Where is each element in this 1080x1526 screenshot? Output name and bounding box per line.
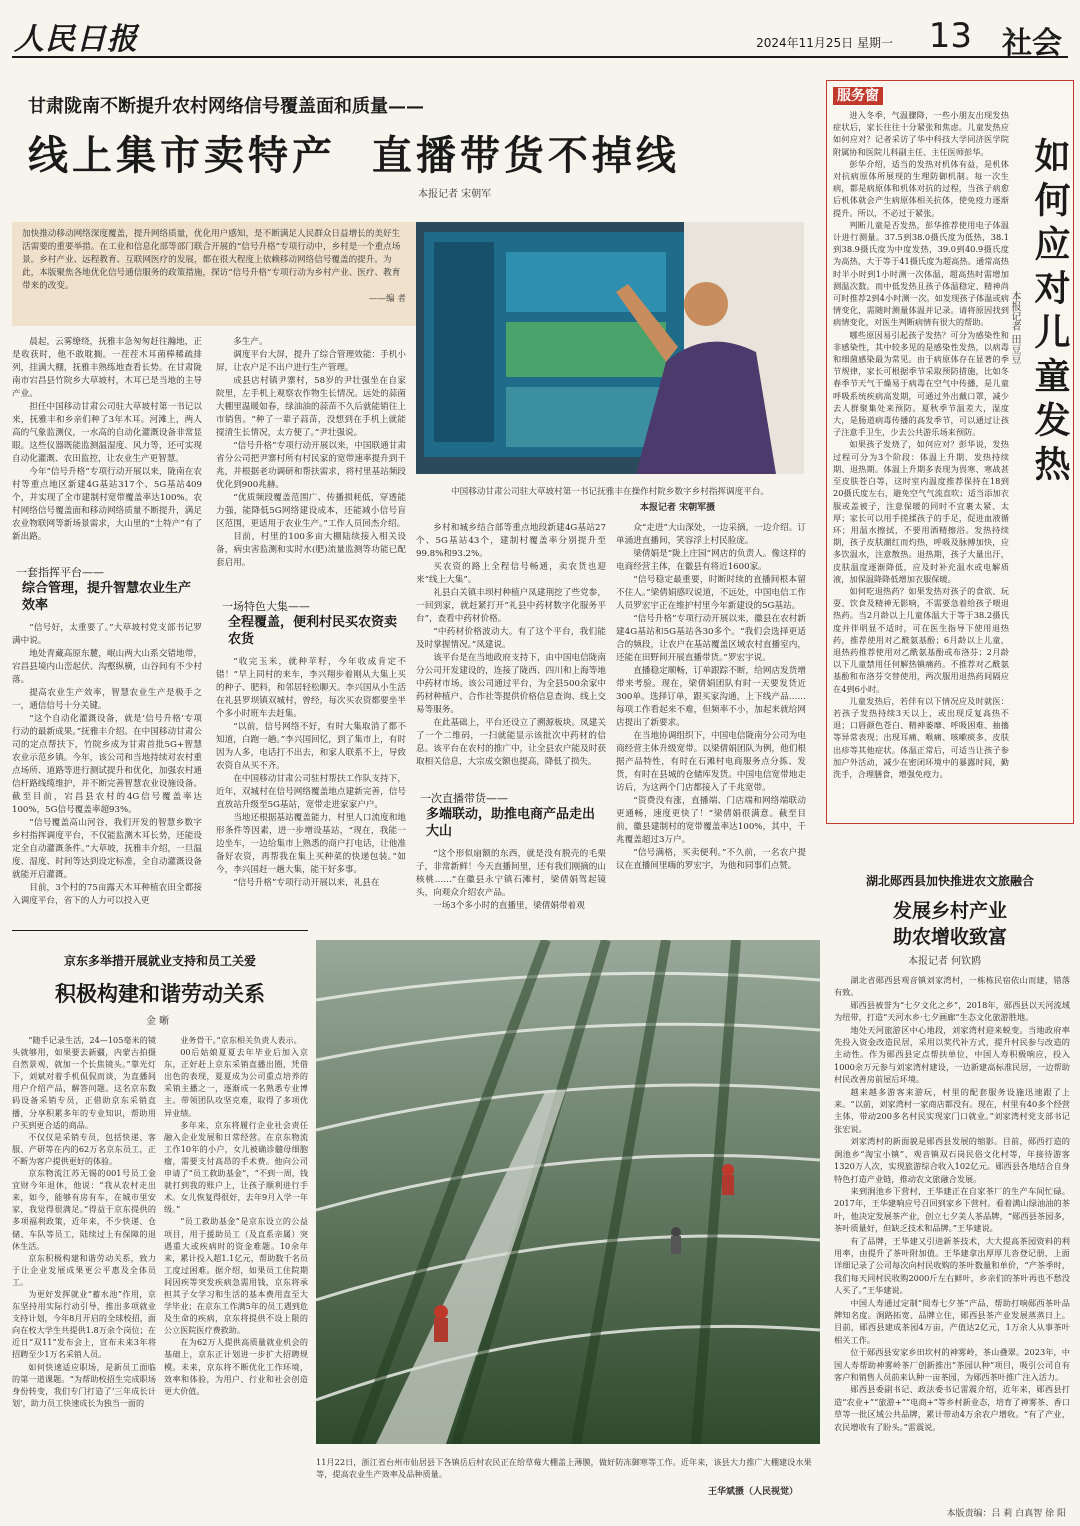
paragraph: 不仅仅是采销专员，包括快递、客服、产研等在内的62万名京东员工，正不断为客户提供更好的体验。 xyxy=(12,1131,156,1166)
photo1-credit: 本报记者 宋朝军摄 xyxy=(640,503,716,513)
paragraph: 位于郧西县安家乡田坎村的神雾岭，茶山叠翠。2023年，中国人寿帮助神雾岭茶厂创新推出“茶园认种”项目，吸引公司自有客户和销售人员前来认种一亩茶园，为郧西茶叶推广注入活力。 xyxy=(834,1347,1070,1382)
photo1-caption: 中国移动甘肃公司驻大草坡村第一书记抚雅丰在操作村院乡数字乡村指挥调度平台。 xyxy=(451,487,769,497)
page-number: 13 xyxy=(928,16,972,56)
photo2-credit: 王华斌摄（人民视觉） xyxy=(708,1487,799,1497)
service-window-header xyxy=(833,85,883,105)
paragraph: 在中国移动甘肃公司驻村帮扶工作队支持下，近年，双城村在信号网络覆盖地点建新完善，信号直放站升级至5G基站，宽带走进家家户户。 xyxy=(216,774,406,810)
article1-byline: 本报记者 宋朝军 xyxy=(418,189,492,200)
paragraph: 当地还根据基站覆盖能力，村里人口流度和地形条件等因素，进一步增设基站，“现在，我能一边坐车，一边给集市上熟悉的商户打电话，让他准备好农资，再帮我在集上买种菜的快递包装。”如今，李兴国赶一趟大集，能干好多事。 xyxy=(216,813,406,875)
paragraph: “随手记录生活，24—105毫米的镜头就够用，如果要去新疆，内蒙古拍摄自然景观，就加一个长焦镜头。”靠光灯下，刘斌对着手机侃侃而谈，为直播间用户介绍产品，解答问题。这名京东数码设备采销专员，正借助京东采销直播，分享积累多年的专业知识，帮助用户买到更合适的商品。 xyxy=(12,1035,156,1130)
subhead-kicker: 一场特色大集—— xyxy=(222,600,310,613)
paragraph: 目前，村里的100多亩大棚陆续接入相关设备，病虫害监测和实时水(肥)流量监测等功能已配套启用。 xyxy=(216,532,406,568)
paragraph: 在当地协调组织下，中国电信陇南分公司为电商经营主体升级宽带。以梁倩娟团队为例，他们根据产品特性，有时在石滩村电商服务点分拣、发货，有时在县城的仓储库发货。中国电信宽带地走访后，为这两个门店都接入了千兆宽带。 xyxy=(616,731,806,793)
paragraph: 地处天河旅游区中心地段，刘家湾村迎来蜕变。当地政府率先投入资金改造民居，采用以奖代补方式，提升村民参与改造的主动性。作为郧西县定点帮扶单位，中国人寿积极响应，投入1000余万元参与刘家湾村建设，一边新建高标准民居，一边帮助村民改善房前屋后环境。 xyxy=(834,1024,1070,1085)
subhead-b xyxy=(222,598,408,648)
subhead-a xyxy=(16,564,202,614)
paragraph: 一场3个多小时的直播里，梁倩娟带着观 xyxy=(433,901,585,911)
article2-headline-line2: 助农增收致富 xyxy=(892,926,1007,948)
paragraph: “信号稳定最重要，时断时续的直播间根本留不住人。”梁倩娟感叹说道，不远处，中国电信工作人员罗宏宇正在维护村里今年新建设的5G基站。 xyxy=(616,575,806,611)
paragraph: 刘家湾村的新面貌是郧西县发展的缩影。目前，郧西打造的涧池乡“淘宝小镇”、观音镇双石岗民俗文化村等，年接待游客1320万人次，实现旅游综合收入102亿元。郧西县各地结合自身特色打造产业链，推动农文旅融合发展。 xyxy=(834,1136,1070,1184)
paragraph: 00后姑娘夏夏去年毕业后加入京东，正好赶上京东采销直播出圈，凭借出色的表现，夏夏成为公司重点培养的采销主播之一，逐渐成一名熟悉专业博主。带领团队攻坚克难，取得了多项优异业绩。 xyxy=(164,1047,308,1118)
paragraph: 为更好发挥就业“蓄水池”作用，京东坚持用实际行动引导，推出多项就业支持计划，今年8月开启的全球校招，面向在校大学生共提供1.8万余个岗位；在近日“双11”发布会上，宣布未来3年将招聘至少1万名采销人员。 xyxy=(12,1288,156,1360)
service-window-body xyxy=(833,109,1009,780)
paragraph: “信号覆盖高山河谷，我们开发的智慧乡数字乡村指挥调度平台，不仅能监测木耳长势，还能设定全自动灌溉条件。”大草坡，抚雅丰介绍，一旦温度、湿度、时间等达到设定标准，全自动灌溉设备就能开启灌溉。 xyxy=(12,818,202,880)
article1-col1 xyxy=(12,336,202,544)
article2-byline: 本报记者 何钦鸥 xyxy=(908,956,982,967)
paragraph: 礼县白关镇丰坝村种植户凤建荆挖了些党参，一回到家，就赶紧打开“礼县中药材数字化服务平台”，查看中药材价格。 xyxy=(416,588,606,624)
paragraph: “信号升格”专项行动开展以来，中国联通甘肃省分公司把尹寨村所有村民家的宽带速率提升到千兆，并根据老功调研和帮扶需求，将村里基站频段优化到900兆赫。 xyxy=(216,441,406,490)
subhead-title: 综合管理，提升智慧农业生产效率 xyxy=(22,581,192,613)
paragraph: 判断儿童是否发热，彭华推荐使用电子体温计进行测量。37.5到38.0摄氏度为低热，38.1到38.9摄氏度为中度发热，39.0到40.9摄氏度为高热，大于等于41摄氏度为超高热。通常高热时半小时到1小时测一次体温，超高热时需增加测温次数。而中低发热且孩子体温稳定、精神尚可时推荐2到4小时测一次。如发现孩子体温或病情变化，需随时测量体温并记录。请将原因找到病情变化，对医生判断病情有很大的帮助。 xyxy=(833,219,1009,328)
section-divider xyxy=(12,930,308,931)
service-window-title: 如何应对儿童发热 xyxy=(1029,137,1071,489)
paragraph: 越来越多游客来游玩，村里的配套服务设施迅速跟了上来。“以前，刘家湾村一家商店都没有。现在，村里有40多个经营主体，带动200多名村民实现家门口就业。”刘家湾村党支部书记张宏说。 xyxy=(834,1086,1070,1134)
article1-lead xyxy=(12,222,416,326)
paragraph: 中国人寿通过定制“阅寿七夕茶”产品，帮助打响郧西茶叶品牌知名度。涧路拓宽、品牌立住，郧西县茶产业发展蒸蒸日上。目前，郧西县建成茶园4万亩，产值达2亿元，1万余人从事茶叶相关工作。 xyxy=(834,1297,1070,1345)
paragraph: 湖北省郧西县观音镇刘家湾村，一栋栋民宿依山而建，错落有致。 xyxy=(834,975,1070,998)
article1-col2b xyxy=(216,656,406,890)
article1-headline: 线上集市卖特产 直播带货不掉线 xyxy=(28,132,680,179)
paragraph: 众“走进”大山深处，一边采摘，一边介绍。订单涌进直播间，笑容浮上村民脸庞。 xyxy=(616,523,806,546)
article3-kicker: 京东多举措开展就业支持和员工关爱 xyxy=(63,954,256,968)
paragraph: 如何快速适应职场，是新员工面临的第一道课题。“为帮助校招生完成职场身份转变，我们专门打造了‘三年成长计划’，助力员工快速成长为独当一面的 xyxy=(12,1361,156,1408)
page-editors: 本版责编：吕 莉 白真智 徐 阳 xyxy=(946,1509,1066,1519)
paragraph: 郧西县被誉为“七夕文化之乡”，2018年，郧西县以天河流域为纽带，打造“天河水乡·七夕画廊”生态文化旅游胜地。 xyxy=(834,999,1070,1023)
paragraph: “中药材价格波动大。有了这个平台，我们能及时掌握情况。”凤建说。 xyxy=(416,627,606,650)
service-window-tag: 服务窗 xyxy=(833,87,883,105)
paragraph: “员工救助基金”是京东设立的公益项目，用于援助员工（及直系亲属）突遇重大或疾病时的资金难题。10余年来，累计投入超1.1亿元，帮助数千名员工度过困难。据介绍，如果员工住院期间因疾等突发疾病急需用钱，京东将承担其子女学习和生活的基本费用直至大学毕业；在京东工作满5年的员工遇到危及生命的疾病，京东将提供不设上限的公立医院医疗费救助。 xyxy=(164,1216,308,1336)
service-window-box xyxy=(826,80,1074,824)
article2-kicker: 湖北郧西县加快推进农文旅融合 xyxy=(865,874,1034,888)
paragraph: 直播稳定顺畅，订单跟踪不断，给网店发货增带来考验。现在，梁倩娟团队有时一天要发货近300单。选择订单，跟买家沟通，上下线产品……每项工作看起来不难，但频率不小，加起来就给网店提出了新要求。 xyxy=(616,666,806,728)
paragraph: 买农资的路上全程信号畅通，卖农货也迎来“线上大集”。 xyxy=(416,562,606,585)
paragraph: “信号升格”专项行动开展以来，礼县在 xyxy=(233,878,380,888)
photo-man-at-screen xyxy=(416,222,804,474)
paragraph: 目前，3个村的75亩露天木耳种植农田全都接入调度平台，省下的人力可以投入更 xyxy=(12,883,202,906)
paragraph: “收完玉米，就种苹籽，今年收成肯定不错！”早上同村的来车，李兴翔步着刚从大集上买的种子、肥料，和邻居轻松聊天。李兴国从小生活在礼县罗坝镇双城村，曾经，每次买农资都要坐半个多小时班车去赶集。 xyxy=(216,657,406,719)
issue-date: 2024年11月25日 星期一 xyxy=(756,36,893,50)
paragraph: 京东物流江苏无锡的001号员工金宜财今年退休，他说：“我从农村走出来，如今，能够有房有车，在城市里安家，我觉得很满足。”得益于京东提供的多项福利政策，近年来，不少快递、仓储、车队等员工，陆续过上有保障的退休生活。 xyxy=(12,1168,156,1251)
paragraph: 如何吃退热药？如果发热对孩子的食欲、玩耍、饮食及精神无影响，不需要急着给孩子喂退热药。当2月龄以上儿童体温大于等于38.2摄氏度并伴明显不适时，可在医生指导下使用退热药，推荐使用对乙酰氨基酚；6月龄以上儿童，退热药推荐使用对乙酰氨基酚或布洛芬；2月龄以下儿童禁用任何解热镇痛药。不推荐对乙酰氨基酚和布洛芬交替使用，两次服用退热药间隔应在4到6小时。 xyxy=(833,585,1009,694)
paragraph: “这个自动化灌溉设备，就是‘信号升格’专项行动的最新成果。”抚雅丰介绍。在中国移动甘肃公司的定点帮扶下，竹院乡成为甘肃首批5G+智慧农业示范乡镇。今年，该公司和当地持续对农村重点场所、道路等进行测试提升和优化，加强农村通信杆路线缆维护，并不断完善智慧农业设施设备。截至目前，宕昌县农村的4G信号覆盖率达100%，5G信号覆盖率超93%。 xyxy=(12,714,202,815)
lead-text: 加快推动移动网络深度覆盖，提升网络质量，优化用户感知，是不断满足人民群众日益增长的美好生活需要的重要举措。在工业和信息化部等部门联合开展的“信号升格”专项行动中，乡村是一个重点场景。乡村产业、远程教育、互联网医疗的发展，都在很大程度上依赖移动网络信号覆盖的提升。为此，本版聚焦各地优化信号通信服务的政策措施，探访“信号升格”专项行动为乡村产业、医疗、教育带来的改变。 xyxy=(22,229,401,291)
photo-greenhouse-field xyxy=(316,940,820,1444)
article1-col3 xyxy=(416,522,606,769)
paragraph: 郧西县委副书记、政法委书记雷震介绍，近年来，郧西县打造“农业+”“旅游+”“电商+”等乡村新业态，培育了神雾茶、香口草等一批区域公共品牌，累计带动4万余农户增收。“有了产业，农民增收有了盼头。”雷震说。 xyxy=(834,1384,1070,1432)
paragraph: “资费没有涨，直播端、门店端和网络端联动更通畅，速度更快了！”梁倩娟很满意。截至目前，徽县建制村的宽带覆盖率达100%，其中，千兆覆盖超过3万户。 xyxy=(616,796,806,845)
subhead-title: 全程覆盖，便利村民买农资卖农货 xyxy=(228,615,398,647)
paragraph: “以前，信号网络不好，有时大集取消了都不知道，白跑一趟。”李兴国回忆，到了集市上，有时因为人多，电话打不出去，和家人联系不上，导致农资自从买不齐。 xyxy=(216,722,406,771)
paragraph: 哪些原因易引起孩子发热？可分为感染性和非感染性，其中较多见的是感染性发热，以病毒和细菌感染最为常见。由于病原体存在显著的季节规律，家长可根据季节采取预防措施，比如冬春季节天气干燥易于病毒在空气中传播，是儿童呼吸系统疾病高发期，可通过外出戴口罩，减少去人群聚集处来预防。夏秋季节温差大，湿度大，是肠道病毒传播的高发季节，可以通过让孩子注意手卫生，少去公共游乐场来预防。 xyxy=(833,329,1009,438)
section-name: 社会 xyxy=(1002,26,1062,61)
paragraph: 调度平台大屏，提升了综合管理效能：手机小屏，让农户足不出户进行生产管理。 xyxy=(216,350,406,373)
service-window-byline: 本报记者 田豆豆 xyxy=(1009,291,1020,365)
paragraph: 地处青藏高原东麓，岷山两大山系交错地带，宕昌县境内山峦起伏、沟壑纵横，山谷间有不少村落。 xyxy=(12,649,202,685)
article2-photo xyxy=(316,940,820,1444)
subhead-c xyxy=(420,790,606,840)
subhead-kicker: 一套指挥平台—— xyxy=(16,566,104,579)
paragraph: 乡村和城乡结合部等重点地段新建4G基站27个、5G基站43个，建制村覆盖率分别提升至99.8%和93.2%。 xyxy=(416,523,606,559)
paragraph: 担任中国移动甘肃公司驻大草坡村第一书记以来，抚雅丰和乡亲们种了3年木耳。河滩上，两人高的气象监测仪，一水高的自动化灌溉设备非常显眼。这些仪器既能监测温湿度、风力等，还可实现自动化灌溉、农田监控，让农业生产更智慧。 xyxy=(12,402,202,464)
newspaper-logo: 人民日报 xyxy=(14,22,138,57)
lead-editor: ——编 者 xyxy=(368,294,406,304)
article3-col1 xyxy=(12,1034,156,1409)
subhead-kicker: 一次直播带货—— xyxy=(420,792,508,805)
masthead xyxy=(12,12,1068,61)
paragraph: 业务骨干。”京东相关负责人表示。 xyxy=(180,1035,302,1045)
paragraph: 梁倩娟是“陇上庄园”网店的负责人。像这样的电商经营主体，在徽县有将近1600家。 xyxy=(616,549,806,572)
paragraph: 今年“信号升格”专项行动开展以来，陇南在农村等重点地区新建4G基站317个、5G基站409个，并实现了全市建制村宽带覆盖率达100%。农村网络信号覆盖面和移动网络质量不断提升，满足农业物联网等新场景需求，大山里的“土特产”有了新出路。 xyxy=(12,467,202,542)
paragraph: 儿童发热后，若伴有以下情况应及时就医：若孩子发热持续3天以上，或出现反复高热不退；口唇颜色苍白、精神萎靡、呼吸困难、抽搐等异常表现；出现耳痛、喉痛、咳嗽痰多、皮肤出疹等其他症状。体温正常后，可适当让孩子参加户外活动，减少在密闭环境中的暴露时间，勤洗手，合理膳食，增强免疫力。 xyxy=(833,695,1009,779)
paragraph: “这个形似扇额的东西，就是没有脱壳的毛栗子，非常新鲜！今天直播间里，还有我们刚摘的山核桃……”在徽县永宁镇石滩村，梁倩娟驾起镜头，向观众介绍农产品。 xyxy=(416,849,606,898)
article2-body xyxy=(834,974,1070,1433)
paragraph: 进入冬季，气温骤降，一些小朋友出现发热症状后，家长往往十分紧张和焦虑。儿童发热应如何应对？记者采访了华中科技大学同济医学院附属协和医院儿科副主任、主任医师彭华。 xyxy=(833,110,1009,157)
paragraph: “信号好，太重要了。”大草坡村党支部书记罗满中说。 xyxy=(12,623,202,646)
article3-headline: 积极构建和谐劳动关系 xyxy=(55,981,265,1006)
paragraph: “优质频段覆盖范围广、传播损耗低，穿透能力强，能降低5G网络建设成本，还能减小信号盲区范围，更适用于农业生产。”工作人员回杰介绍。 xyxy=(216,493,406,529)
article2-headline-line1: 发展乡村产业 xyxy=(892,900,1007,922)
paragraph: “信号升格”专项行动开展以来，徽县在农村新建4G基站和5G基站各30多个。“我们会选择更适合的频段，让农户在基站覆盖区域农村直播室内，还能在田野间开展直播带货。”罗宏宇说。 xyxy=(616,614,806,663)
article3-byline: 金 晰 xyxy=(146,1016,170,1027)
paragraph: 有了品牌，王华建又引进新茶技术，大大提高茶园资料的利用率，由提升了茶叶附加值。王华建拿出厚厚儿沓登记册，上面详细记录了公司每次向村民收购的茶叶数量和单价，“产茶季时，我们每天同村民收购2000斤左右鲜叶，乡亲们的茶叶再也不愁没人买了。”王华建说。 xyxy=(834,1235,1070,1296)
paragraph: 成县店村镇尹寨村，58岁的尹壮强坐在自家院里，左手机上观察农作物生长情况。远处的蒜菌大棚里温暖如春，绿油油的蒜苗不久后就能销往上市销售。“种了一辈子蒜苗，没想到在手机上就能搅清生长情况，太方便了。”尹壮强说。 xyxy=(216,376,406,438)
paragraph: 提高农业生产效率，智慧农业生产是极手之一，通信信号十分关键。 xyxy=(12,688,202,711)
article1-col4 xyxy=(616,522,806,873)
paragraph: 该平台是在当地政府支持下，由中国电信陇南分公司开发建设的，连接了陇西、四川和上海等地中药材市场。该公司通过平台，为全县500余家中药材种植户、合作社等提供价格信息查询、线上交易等服务。 xyxy=(416,653,606,715)
paragraph: 晨起，云雾缭绕，抚雅丰急匆匆赶往瀚地，正是收获时，他不敢耽搁。一茬茬木耳菌棒稀疏排列，挂满大棚，抚雅丰熟练地查看长势。在甘肃陇南市宕昌县竹院乡大草坡村，木耳已是当地的主导产业。 xyxy=(12,337,202,399)
article1-kicker: 甘肃陇南不断提升农村网络信号覆盖面和质量—— xyxy=(28,96,424,117)
paragraph: 多生产。 xyxy=(233,337,268,347)
article3-col2 xyxy=(164,1034,308,1397)
photo2-caption: 11月22日，浙江省台州市仙居县下各镇岳后村农民正在给草莓大棚盖上薄膜，做好防冻御寒等工作。近年来，该县大力推广大棚建设水果等，提高农业生产效率及品种质量。 xyxy=(316,1457,812,1479)
paragraph: 来到涧池乡下营村，王华建正在自家茶厂的生产车间忙碌。2017年，王华建响应号召回到家乡下营村。看着满山绿油油的茶叶，他决定发展茶产业，创立七夕美人茶品牌，“郧西县茶园多，茶叶质量好，但缺乏技术和品牌。”王华建说。 xyxy=(834,1185,1070,1234)
paragraph: 如果孩子发烧了，如何应对？彭华说，发热过程可分为3个阶段：体温上升期、发热持续期、退热期。体温上升期多表现为畏寒、寒战甚至皮肤苍白等，这时室内温度推荐保持在18到20摄氏度左右，避免空气气流直吹；适当添加衣服或盖被子，注意保暖的同时不宜裹太紧、太厚；家长可以用手搓揉孩子的手足，促进血液循环；用温水擦拭，不要用酒精擦浴。发热持续期，孩子皮肤潮红而灼热，呼吸及脉搏加快，应多饮温水，注意散热。退热期，孩子大量出汗，皮肤温度逐渐降低，应及时补充温水或电解质液，加保温降降低增加衣服保暖。 xyxy=(833,439,1009,584)
paragraph: 多年来，京东将履行企业社会责任融入企业发展和日常经营。在京东物流工作10年的小户，女儿被确诊髓母细胞瘤，需要支付高昂的手术费。他向公司申请了“员工救助基金”，“不到一周，钱就打到我的账户上，让孩子顺利进行手术。女儿恢复得很好，去年9月入学一年级。” xyxy=(164,1119,308,1215)
paragraph: 京东积极构建和谐劳动关系，致力于让企业发展成果更公平惠及全体员工。 xyxy=(12,1252,156,1287)
paragraph: “信号满格，买卖便利。”不久前，一名农户提议在直播间里嗨的罗宏宇，为他和同事们点赞。 xyxy=(616,848,806,871)
article1-col1b xyxy=(12,622,202,908)
paragraph: 在此基础上，平台还设立了溯源板块。凤建关了一个二维码，一扫就能显示该批次中药材的信息。该平台在农村的推广中，让全县农户能及时获取相关信息，大宗成交额也提高，降低了损失。 xyxy=(416,718,606,767)
paragraph: 在为62万人提供高质量就业机会的基础上，京东正计划进一步扩大招聘规模。未来，京东将不断优化工作环境，效率和体验，为用户、行业和社会创造更大价值。 xyxy=(164,1337,308,1396)
article1-col2 xyxy=(216,336,406,570)
subhead-title: 多端联动，助推电商产品走出大山 xyxy=(426,807,596,839)
paragraph: 彭华介绍，适当的发热对机体有益，是机体对抗病原体所展现的生理防御机制。每一次生病，都是病原体和机体对抗的过程，当孩子病愈后机体就会产生病原体相关抗体，使免疫力逐渐提升。所以，不必过于紧张。 xyxy=(833,158,1009,218)
article1-photo xyxy=(416,222,804,474)
article1-col3b xyxy=(416,848,606,913)
